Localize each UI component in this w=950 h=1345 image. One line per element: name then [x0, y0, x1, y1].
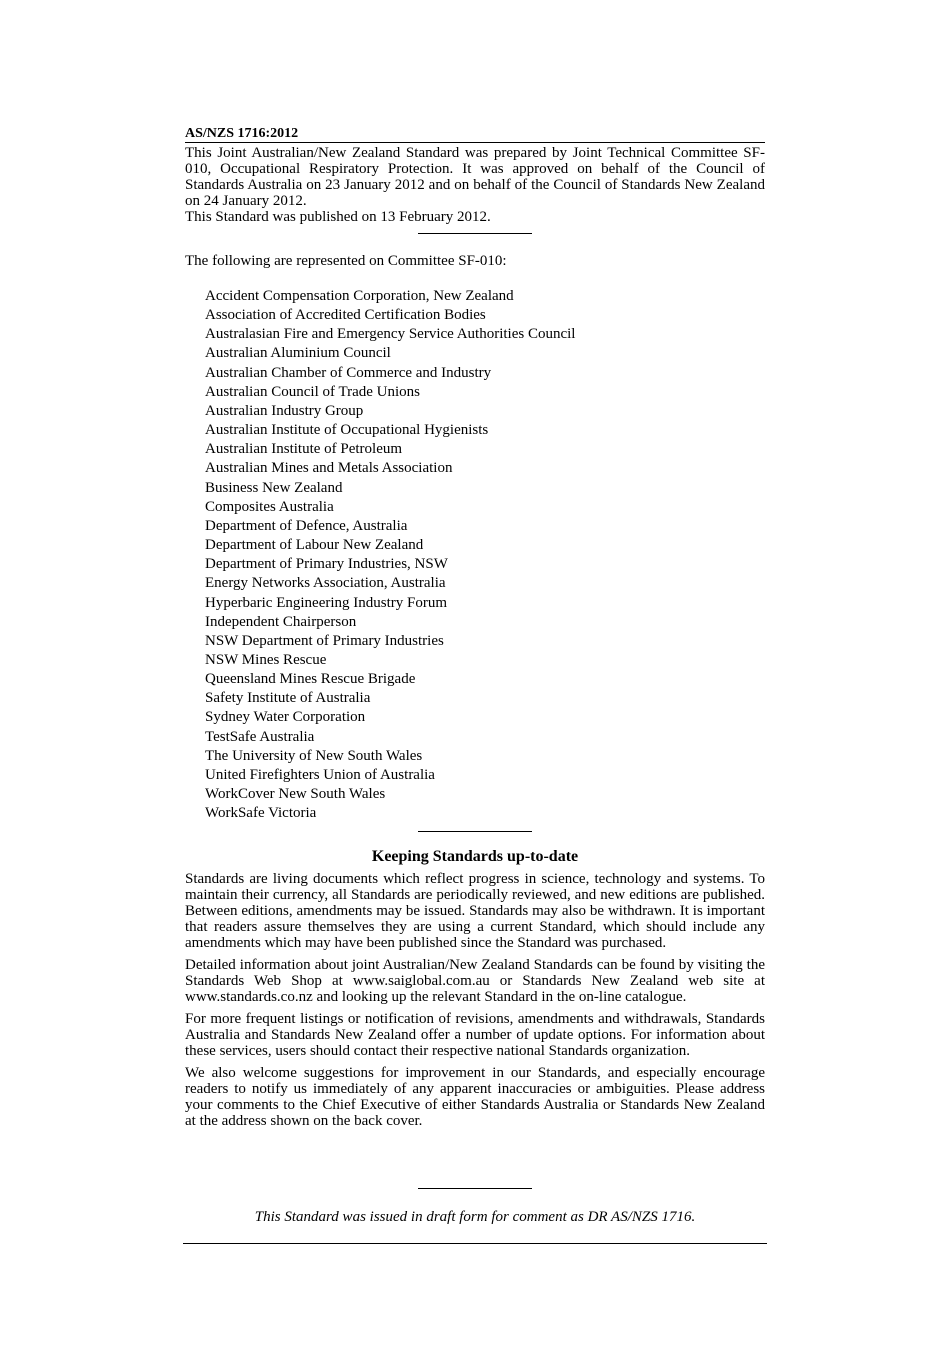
committee-member: Australian Council of Trade Unions: [205, 383, 420, 400]
committee-member: Australian Chamber of Commerce and Industry: [205, 364, 492, 381]
committee-member: TestSafe Australia: [205, 728, 315, 745]
preparation-statement: This Joint Australian/New Zealand Standard was prepared by Joint Technical Committee SF-010, Occupational Respiratory Protection. It was approved on behalf of the Council of Standards Australia on 23 January 2012 and on behalf of the Council of Standards New Zealand on 24 January 2012.: [185, 145, 765, 209]
keeping-paragraph: For more frequent listings or notification of revisions, amendments and withdrawals, Standards Australia and Standards New Zealand offer a number of update options. For information about these services, users should contact their respective national Standards organization.: [185, 1011, 765, 1059]
committee-member: Australian Institute of Petroleum: [205, 441, 403, 458]
committee-member: United Firefighters Union of Australia: [205, 766, 435, 783]
publication-date: This Standard was published on 13 February 2012.: [185, 209, 491, 225]
committee-member: The University of New South Wales: [205, 747, 423, 764]
committee-member: Sydney Water Corporation: [205, 709, 366, 726]
committee-member: WorkSafe Victoria: [205, 805, 317, 822]
bottom-rule: [183, 1243, 767, 1244]
keeping-section: [185, 871, 765, 1135]
committee-member: Energy Networks Association, Australia: [205, 575, 446, 592]
committee-member: Association of Accredited Certification Bodies: [205, 307, 486, 324]
divider-rule: [418, 233, 532, 234]
committee-member: NSW Mines Rescue: [205, 651, 327, 668]
draft-note: This Standard was issued in draft form for comment as DR AS/NZS 1716.: [254, 1209, 696, 1225]
committee-heading: The following are represented on Committee SF-010:: [185, 253, 507, 269]
divider-rule: [418, 1188, 532, 1189]
committee-member: Hyperbaric Engineering Industry Forum: [205, 594, 448, 611]
committee-member: Accident Compensation Corporation, New Zealand: [205, 288, 514, 304]
committee-member: Independent Chairperson: [205, 613, 357, 630]
standard-id: AS/NZS 1716:2012: [185, 126, 765, 143]
committee-member: Business New Zealand: [205, 479, 343, 496]
committee-member: Australian Mines and Metals Association: [205, 460, 453, 477]
intro-block: [185, 145, 765, 225]
committee-member: Department of Labour New Zealand: [205, 537, 424, 554]
committee-member-list: [205, 287, 765, 823]
committee-member: Composites Australia: [205, 498, 334, 515]
divider-rule: [418, 831, 532, 832]
committee-member: Australian Institute of Occupational Hygienists: [205, 422, 489, 439]
committee-member: NSW Department of Primary Industries: [205, 632, 444, 649]
committee-member: Queensland Mines Rescue Brigade: [205, 671, 416, 688]
committee-member: Department of Primary Industries, NSW: [205, 556, 448, 573]
keeping-paragraph: Detailed information about joint Australian/New Zealand Standards can be found by visiting the Standards Web Shop at www.saiglobal.com.au or Standards New Zealand web site at www.standards.co.nz and looking up the relevant Standard in the on-line catalogue.: [185, 957, 765, 1005]
committee-member: Australian Industry Group: [205, 402, 364, 419]
keeping-paragraph: We also welcome suggestions for improvement in our Standards, and especially encourage readers to notify us immediately of any apparent inaccuracies or ambiguities. Please address your comments to the Chief Executive of either Standards Australia or Standards New Zealand at the address shown on the back cover.: [185, 1065, 765, 1129]
committee-member: WorkCover New South Wales: [205, 786, 386, 803]
committee-member: Department of Defence, Australia: [205, 517, 408, 534]
committee-member: Australian Aluminium Council: [205, 345, 391, 362]
committee-member: Safety Institute of Australia: [205, 690, 371, 707]
keeping-paragraph: Standards are living documents which reflect progress in science, technology and systems. To maintain their currency, all Standards are periodically reviewed, and new editions are published. Between editions, amendments may be issued. Standards may also be withdrawn. It is important that readers assure themselves they are using a current Standard, which should include any amendments which may have been published since the Standard was purchased.: [185, 871, 765, 951]
committee-member: Australasian Fire and Emergency Service Authorities Council: [205, 326, 576, 343]
keeping-heading: Keeping Standards up-to-date: [371, 848, 579, 865]
